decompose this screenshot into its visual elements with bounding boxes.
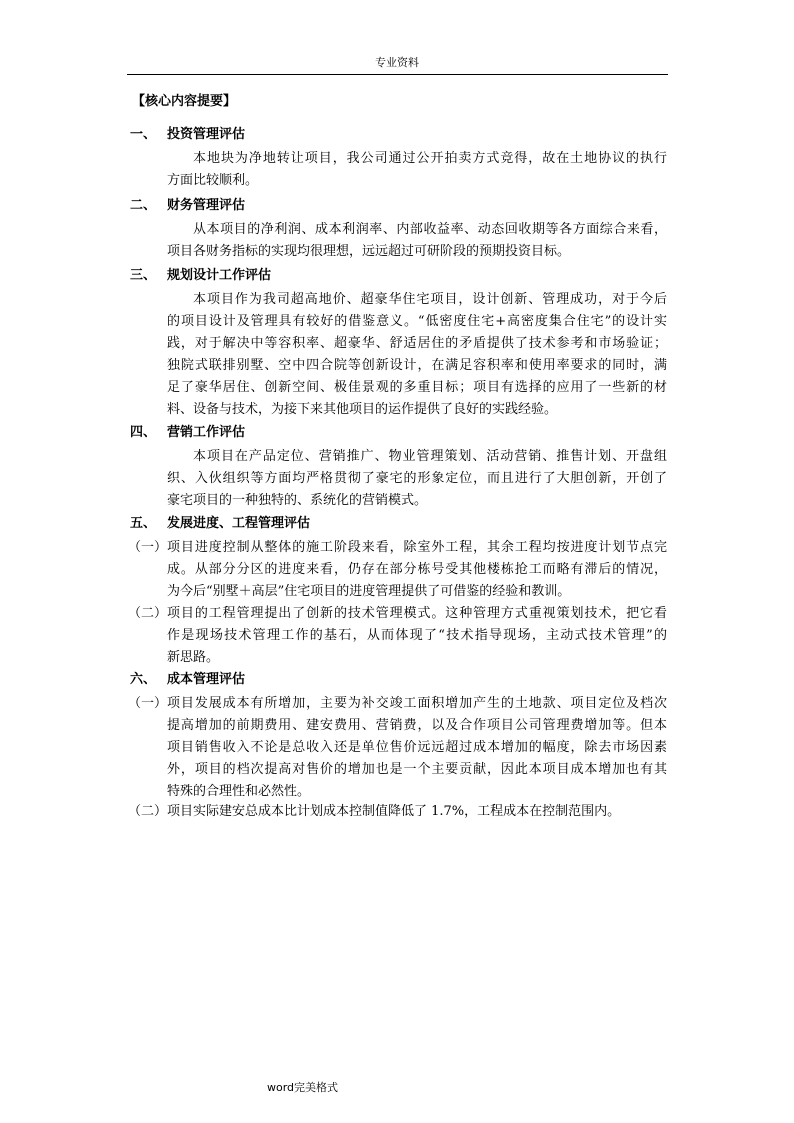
section-1-line-2: 方面比较顺利。 bbox=[167, 173, 259, 188]
section-2-line-1: 从本项目的净利润、成本利润率、内部收益率、动态回收期等各方面综合来看， bbox=[193, 222, 667, 237]
section-4-line-2: 织、入伙组织等方面均严格贯彻了豪宅的形象定位，而且进行了大胆创新，开创了 bbox=[167, 471, 667, 486]
section-2-number: 二、 bbox=[130, 198, 157, 213]
section-6-item-1-line-1: 项目发展成本有所增加，主要为补交竣工面积增加产生的土地款、项目定位及档次 bbox=[167, 696, 667, 711]
section-6-item-2-line-1: 项目实际建安总成本比计划成本控制值降低了 1.7%，工程成本在控制范围内。 bbox=[167, 804, 621, 819]
section-5-item-1-line-3: 为今后“别墅＋高层”住宅项目的进度管理提供了可借鉴的经验和教训。 bbox=[167, 584, 571, 599]
section-1-line-1: 本地块为净地转让项目，我公司通过公开拍卖方式竞得，故在土地协议的执行 bbox=[193, 151, 667, 166]
page-footer: word完美格式 bbox=[267, 1081, 339, 1094]
section-2-heading: 财务管理评估 bbox=[167, 198, 246, 213]
section-3-number: 三、 bbox=[130, 268, 157, 283]
section-6-item-1-marker: （一） bbox=[128, 696, 168, 711]
section-4-number: 四、 bbox=[130, 425, 157, 440]
section-3-line-2: 的项目设计及管理具有较好的借鉴意义。“低密度住宅+高密度集合住宅”的设计实 bbox=[167, 314, 667, 329]
section-4-line-3: 豪宅项目的一种独特的、系统化的营销模式。 bbox=[167, 493, 428, 508]
section-3-line-1: 本项目作为我司超高地价、超豪华住宅项目，设计创新、管理成功，对于今后 bbox=[193, 292, 667, 307]
section-3-line-3: 践，对于解决中等容积率、超豪华、舒适居住的矛盾提供了技术参考和市场验证； bbox=[167, 336, 667, 351]
section-1-number: 一、 bbox=[130, 127, 157, 142]
section-2-line-2: 项目各财务指标的实现均很理想，远远超过可研阶段的预期投资目标。 bbox=[167, 244, 571, 259]
section-1-heading: 投资管理评估 bbox=[167, 127, 246, 142]
section-6-item-1-line-2: 提高增加的前期费用、建安费用、营销费，以及合作项目公司管理费增加等。但本 bbox=[167, 718, 667, 733]
section-4-line-1: 本项目在产品定位、营销推广、物业管理策划、活动营销、推售计划、开盘组 bbox=[193, 449, 667, 464]
page-header: 专业资料 bbox=[375, 56, 419, 69]
section-5-item-1-line-1: 项目进度控制从整体的施工阶段来看，除室外工程，其余工程均按进度计划节点完 bbox=[167, 540, 667, 555]
section-6-item-2-marker: （二） bbox=[128, 804, 168, 819]
section-3-heading: 规划设计工作评估 bbox=[167, 268, 272, 283]
section-3-line-5: 足了豪华居住、创新空间、极佳景观的多重目标；项目有选择的应用了一些新的材 bbox=[167, 380, 667, 395]
section-6-item-1-line-5: 特殊的合理性和必然性。 bbox=[167, 784, 311, 799]
section-6-heading: 成本管理评估 bbox=[167, 672, 246, 687]
section-5-heading: 发展进度、工程管理评估 bbox=[167, 516, 311, 531]
section-5-item-2-line-3: 新思路。 bbox=[167, 650, 220, 665]
section-5-item-2-line-2: 作是现场技术管理工作的基石，从而体现了“技术指导现场，主动式技术管理”的 bbox=[167, 628, 667, 643]
summary-title: 【核心内容提要】 bbox=[132, 94, 237, 109]
section-5-item-1-line-2: 成。从部分分区的进度来看，仍存在部分栋号受其他楼栋抢工而略有滞后的情况， bbox=[167, 562, 667, 577]
section-6-number: 六、 bbox=[130, 672, 157, 687]
section-5-number: 五、 bbox=[130, 516, 157, 531]
section-3-line-6: 料、设备与技术，为接下来其他项目的运作提供了良好的实践经验。 bbox=[167, 402, 558, 417]
section-5-item-2-line-1: 项目的工程管理提出了创新的技术管理模式。这种管理方式重视策划技术，把它看 bbox=[167, 606, 667, 621]
section-5-item-2-marker: （二） bbox=[128, 606, 168, 621]
section-5-item-1-marker: （一） bbox=[128, 540, 168, 555]
header-divider bbox=[127, 74, 668, 75]
section-6-item-1-line-3: 项目销售收入不论是总收入还是单位售价远远超过成本增加的幅度，除去市场因素 bbox=[167, 740, 667, 755]
section-6-item-1-line-4: 外，项目的档次提高对售价的增加也是一个主要贡献，因此本项目成本增加也有其 bbox=[167, 762, 667, 777]
section-3-line-4: 独院式联排别墅、空中四合院等创新设计，在满足容积率和使用率要求的同时，满 bbox=[167, 358, 667, 373]
section-4-heading: 营销工作评估 bbox=[167, 425, 246, 440]
